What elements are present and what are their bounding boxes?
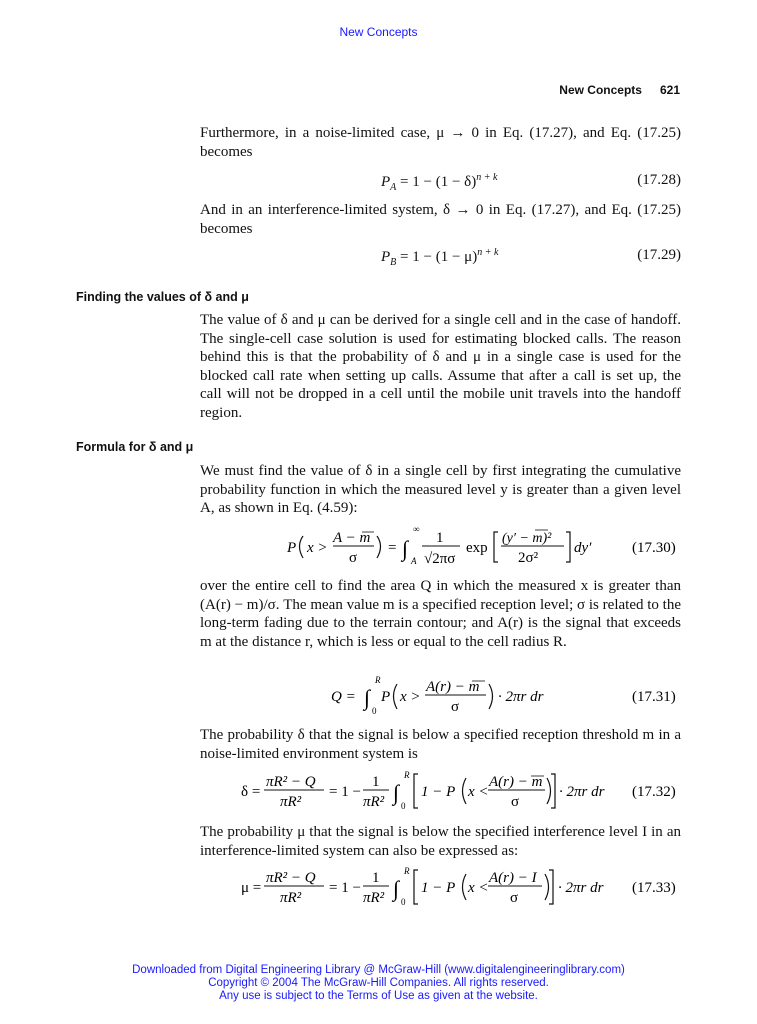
exp-label: exp [466,540,488,556]
footer-download-link[interactable]: Downloaded from Digital Engineering Library @ McGraw-Hill (www.digitalengineeringlibrary.com) [132,964,625,976]
f1-denominator: πR² [280,890,302,906]
frac-denominator: √2πσ [424,551,456,567]
equation-17-32 [200,766,681,816]
integral-lower: A [411,556,417,566]
f1-numerator: πR² − Q [266,870,316,886]
equation-svg [200,672,681,722]
bracket-term: 1 − P [421,880,456,896]
f2-denominator: πR² [363,890,385,906]
equation-17-33 [200,862,681,912]
right-paren [547,778,551,804]
section-heading-formula: Formula for δ and μ [76,440,194,454]
equation-number: (17.33) [632,880,676,896]
integral-sign: ∫ [364,685,371,710]
integral-upper: ∞ [413,524,420,534]
eq-tail: · 2πr dr [498,689,544,705]
left-paren [463,874,467,900]
right-paren [377,536,381,558]
integral-lower: 0 [401,801,406,811]
eq-exponent: n + k [477,247,499,258]
eq-mid: = 1 − [329,880,361,896]
left-bracket [414,774,418,808]
equation-17-28 [200,172,681,194]
eq-x: x < [468,784,489,800]
integral-upper: R [404,866,410,876]
eq-rhs: = 1 − (1 − δ) [396,174,477,190]
bracket-term: 1 − P [421,784,456,800]
footer-copyright: Copyright © 2004 The McGraw-Hill Companies. All rights reserved. [208,977,549,989]
integral-lower: 0 [372,706,377,716]
exp-denominator: 2σ² [518,550,539,566]
equation-17-31 [200,672,681,722]
right-bracket [551,774,555,808]
equation-17-30 [200,520,681,576]
eq-lhs: μ = [241,880,262,896]
eq-exponent: n + k [476,172,498,183]
integral-lower: 0 [401,897,406,907]
equation-number: (17.29) [637,247,681,263]
paragraph-4: We must find the value of δ in a single cell by first integrating the cumulative probability function in which the measured level y is greater than a given level A, as shown in Eq. (4.59): [200,463,681,516]
integral-upper: R [404,770,410,780]
paragraph-7: The probability μ that the signal is below the specified interference level I in an interference-limited system can also be expressed as: [200,824,681,859]
paragraph-1: Furthermore, in a noise-limited case, μ → 0 in Eq. (17.27), and Eq. (17.25) becomes [200,125,681,160]
paragraph-6: The probability δ that the signal is below a specified reception threshold m in a noise-limited environment system is [200,727,681,762]
page-number: 621 [659,83,680,97]
left-bracket [494,532,498,562]
inner-numerator: A(r) − I [489,870,537,886]
eq-subscript: B [390,257,397,268]
eq-x: x > [307,540,328,556]
integral-sign: ∫ [402,536,409,561]
inner-denominator: σ [511,794,520,810]
eq-tail: · 2πr dr [559,784,605,800]
integral-sign: ∫ [393,876,400,901]
eq-mid: = 1 − [329,784,361,800]
f1-numerator: πR² − Q [266,774,316,790]
integral-sign: ∫ [393,780,400,805]
eq-lhs: δ = [241,784,261,800]
running-header [559,83,680,97]
paragraph-5: over the entire cell to find the area Q in which the measured x is greater than (A(r) − m)/σ. The mean value m is a specified reception level; σ is related to the long-term fading due to the terrain contour; and A(r) is the signal that exceeds m at the distance r, which is less or equal to the cell radius R. [200,578,681,650]
paragraph-2: And in an interference-limited system, δ → 0 in Eq. (17.27), and Eq. (17.25) becomes [200,202,681,237]
eq-P: P [287,540,297,556]
running-title: New Concepts [559,83,642,97]
inner-denominator: σ [510,890,519,906]
inner-numerator: A(r) − m [489,774,543,790]
equation-number: (17.30) [632,540,676,556]
eq-denominator: σ [451,699,460,715]
f1-denominator: πR² [280,794,302,810]
right-paren [545,874,549,900]
eq-subscript: A [390,182,397,193]
equation-svg [200,766,681,816]
eq-lhs: P [381,249,391,265]
equation-number: (17.28) [637,172,681,188]
footer [0,964,757,1003]
paragraph-3: The value of δ and μ can be derived for a single cell and in the case of handoff. The single-cell case solution is used for estimating blocked calls. The reason behind this is that the probability of δ and μ in a single case is used for the blocked call rate when setting up calls. Assume that after a call is set up, the call will not be dropped in a cell until the mobile unit travels into the handoff region. [200,312,681,421]
equation-number: (17.31) [632,689,676,705]
eq-lhs: P [381,174,391,190]
eq-x: x > [400,689,421,705]
section-heading-finding-values: Finding the values of δ and μ [76,290,249,304]
eq-Q: Q = [331,689,356,705]
integral-upper: R [375,675,381,685]
equation-number: (17.32) [632,784,676,800]
eq-denominator: σ [349,550,358,566]
top-link[interactable]: New Concepts [339,25,418,39]
left-paren [463,778,467,804]
equation-body [381,172,497,193]
eq-equals: = [388,540,397,556]
f2-numerator: 1 [372,774,380,790]
equation-body [381,247,498,268]
right-paren [489,684,493,709]
equation-17-29 [200,247,681,269]
equation-svg [200,862,681,912]
eq-P: P [381,689,391,705]
eq-numerator: A − m [333,530,371,546]
footer-terms-link[interactable]: Any use is subject to the Terms of Use as given at the website. [219,990,538,1002]
left-paren [300,536,304,558]
exp-numerator: (y′ − m)² [502,531,552,546]
f2-numerator: 1 [372,870,380,886]
right-bracket [549,870,553,904]
equation-svg [200,520,681,576]
eq-numerator: A(r) − m [426,679,480,695]
eq-tail: · 2πr dr [558,880,604,896]
eq-rhs: = 1 − (1 − μ) [396,249,478,265]
f2-denominator: πR² [363,794,385,810]
right-bracket [566,532,570,562]
left-bracket [414,870,418,904]
frac-numerator: 1 [436,530,444,546]
eq-x: x < [468,880,489,896]
eq-dy: dy′ [574,540,592,556]
left-paren [394,684,398,709]
